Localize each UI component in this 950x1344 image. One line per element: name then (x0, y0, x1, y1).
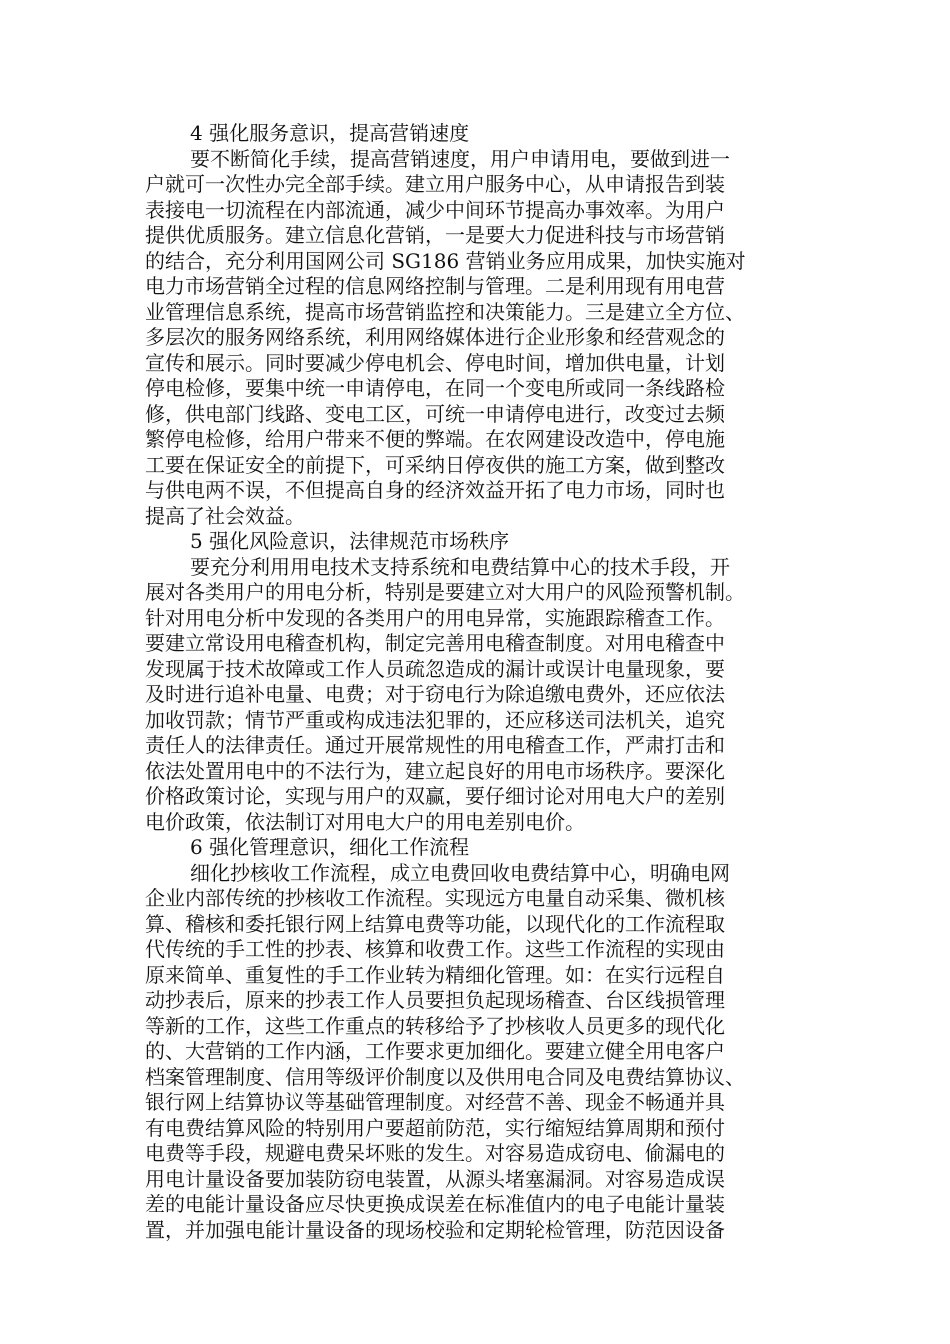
paragraph-line: 与供电两不误，不但提高自身的经济效益开拓了电力市场，同时也 (145, 478, 725, 502)
paragraph-line: 发现属于技术故障或工作人员疏忽造成的漏计或误计电量现象，要 (145, 656, 725, 681)
paragraph-line: 用电计量设备要加装防窃电装置，从源头堵塞漏洞。对容易造成误 (145, 1166, 725, 1191)
paragraph-line: 电价政策，依法制订对用电大户的用电差别电价。 (145, 809, 585, 834)
paragraph-line: 加收罚款；情节严重或构成违法犯罪的，还应移送司法机关，追究 (145, 707, 725, 732)
paragraph-line: 停电检修，要集中统一申请停电，在同一个变电所或同一条线路检 (145, 376, 725, 400)
paragraph-line: 置，并加强电能计量设备的现场校验和定期轮检管理，防范因设备 (145, 1217, 725, 1242)
section-heading: 4 强化服务意识，提高营销速度 (190, 121, 470, 145)
paragraph-line: 工要在保证安全的前提下，可采纳日停夜供的施工方案，做到整改 (145, 452, 725, 477)
section-4 (145, 121, 801, 529)
paragraph-line: 有电费结算风险的特别用户要超前防范，实行缩短结算周期和预付 (145, 1115, 725, 1140)
paragraph-line: 宣传和展示。同时要减少停电机会、停电时间，增加供电量，计划 (145, 350, 725, 375)
paragraph-line: 等新的工作，这些工作重点的转移给予了抄核收人员更多的现代化 (145, 1013, 725, 1038)
paragraph-line: 算、稽核和委托银行网上结算电费等功能，以现代化的工作流程取 (145, 911, 725, 936)
paragraph-line: 针对用电分析中发现的各类用户的用电异常，实施跟踪稽查工作。 (145, 605, 725, 630)
paragraph-line: 提供优质服务。建立信息化营销，一是要大力促进科技与市场营销 (145, 223, 725, 247)
paragraph-line: 的结合，充分利用国网公司 SG186 营销业务应用成果，加快实施对 (145, 248, 746, 273)
paragraph-line: 责任人的法律责任。通过开展常规性的用电稽查工作，严肃打击和 (145, 733, 725, 757)
paragraph-line: 要建立常设用电稽查机构，制定完善用电稽查制度。对用电稽查中 (145, 631, 725, 655)
paragraph-line: 业管理信息系统，提高市场营销监控和决策能力。三是建立全方位、 (145, 299, 745, 324)
paragraph-line: 的、大营销的工作内涵，工作要求更加细化。要建立健全用电客户 (145, 1039, 725, 1063)
paragraph-line: 繁停电检修，给用户带来不便的弊端。在农网建设改造中，停电施 (145, 427, 725, 451)
paragraph-line: 多层次的服务网络系统，利用网络媒体进行企业形象和经营观念的 (145, 325, 725, 349)
paragraph-line: 提高了社会效益。 (145, 503, 305, 528)
paragraph-line: 修，供电部门线路、变电工区，可统一申请停电进行，改变过去频 (145, 401, 725, 426)
paragraph-line: 动抄表后，原来的抄表工作人员要担负起现场稽查、台区线损管理 (145, 988, 725, 1012)
paragraph-line: 依法处置用电中的不法行为，建立起良好的用电市场秩序。要深化 (145, 758, 725, 783)
paragraph-line: 原来简单、重复性的手工作业转为精细化管理。如：在实行远程自 (145, 962, 725, 987)
paragraph-line: 电力市场营销全过程的信息网络控制与管理。二是利用现有用电营 (145, 274, 725, 298)
paragraph-line: 户就可一次性办完全部手续。建立用户服务中心，从申请报告到装 (145, 172, 725, 196)
paragraph-line: 表接电一切流程在内部流通，减少中间环节提高办事效率。为用户 (145, 197, 725, 222)
document-page (145, 121, 801, 1243)
section-heading: 5 强化风险意识，法律规范市场秩序 (190, 529, 510, 553)
section-5 (145, 529, 801, 835)
paragraph-line: 档案管理制度、信用等级评价制度以及供用电合同及电费结算协议、 (145, 1064, 745, 1089)
section-heading: 6 强化管理意识，细化工作流程 (190, 835, 470, 859)
paragraph-line: 要充分利用用电技术支持系统和电费结算中心的技术手段，开 (190, 554, 730, 579)
paragraph-line: 要不断简化手续，提高营销速度，用户申请用电，要做到进一 (190, 146, 730, 171)
paragraph-line: 代传统的手工性的抄表、核算和收费工作。这些工作流程的实现由 (145, 937, 725, 961)
paragraph-line: 展对各类用户的用电分析，特别是要建立对大用户的风险预警机制。 (145, 580, 745, 604)
paragraph-line: 电费等手段，规避电费呆坏账的发生。对容易造成窃电、偷漏电的 (145, 1141, 725, 1165)
paragraph-line: 企业内部传统的抄核收工作流程。实现远方电量自动采集、微机核 (145, 886, 725, 910)
paragraph-line: 细化抄核收工作流程，成立电费回收电费结算中心，明确电网 (190, 860, 730, 885)
paragraph-line: 差的电能计量设备应尽快更换成误差在标准值内的电子电能计量装 (145, 1192, 725, 1216)
paragraph-line: 银行网上结算协议等基础管理制度。对经营不善、现金不畅通并具 (145, 1090, 725, 1114)
paragraph-line: 价格政策讨论，实现与用户的双赢，要仔细讨论对用电大户的差别 (145, 784, 725, 808)
paragraph-line: 及时进行追补电量、电费；对于窃电行为除追缴电费外，还应依法 (145, 682, 725, 706)
section-6 (145, 835, 801, 1243)
